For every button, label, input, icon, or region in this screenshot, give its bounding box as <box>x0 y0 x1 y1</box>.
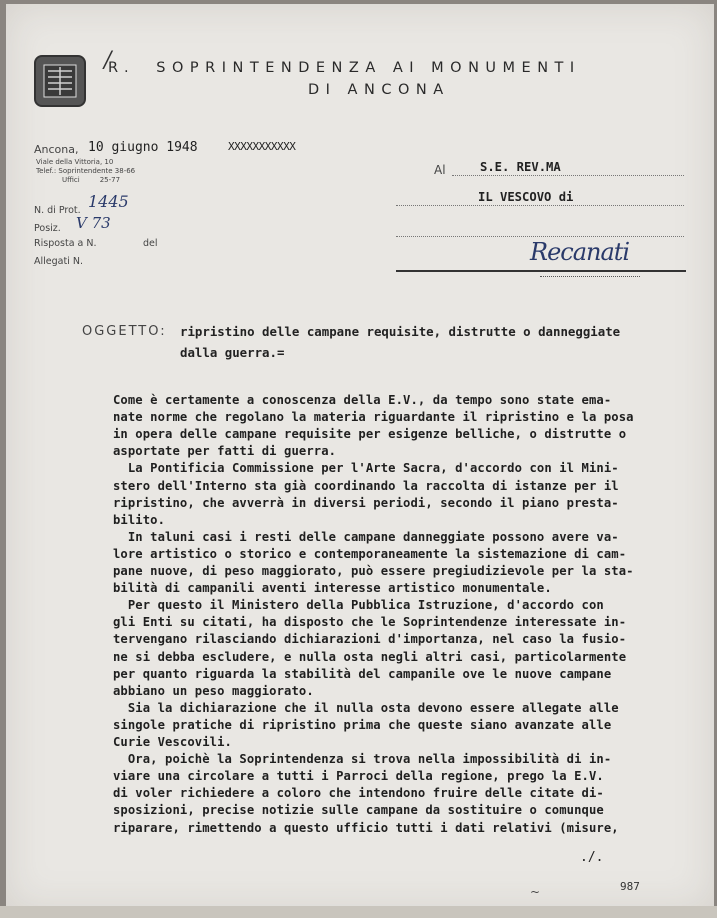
posiz-label: Posiz. <box>34 223 61 234</box>
body-line: per quanto riguarda la stabilità del campanile ove le nuove campane <box>113 666 612 681</box>
body-line: lore artistico o storico e contemporaneamente la sistemazione di cam- <box>113 546 627 561</box>
body-line: bilità di campanili aventi interesse artistico monumentale. <box>113 581 552 596</box>
body-line: asportate per fatti di guerra. <box>113 444 337 459</box>
recipient-bishop: IL VESCOVO di <box>478 190 574 204</box>
body-line: singole pratiche di ripristino prima che queste siano avanzate alle <box>113 717 612 732</box>
recipient-small-print <box>540 276 640 277</box>
recipient-title: S.E. REV.MA <box>480 160 561 174</box>
coat-of-arms-emblem <box>34 55 86 107</box>
body-line: Per questo il Ministero della Pubblica Istruzione, d'accordo con <box>113 598 604 613</box>
sender-city: Ancona, <box>34 143 79 156</box>
recipient-line-2 <box>396 205 684 206</box>
continuation-mark: ./. <box>580 850 604 865</box>
body-line: Come è certamente a conoscenza della E.V., da tempo sono state ema- <box>113 393 612 407</box>
del-label: del <box>143 238 158 249</box>
prot-label: N. di Prot. <box>34 205 81 216</box>
letter-date: 10 giugno 1948 <box>88 140 198 155</box>
header-office: SOPRINTENDENZA AI MONUMENTI <box>156 60 581 76</box>
subject-label: OGGETTO: <box>82 324 167 339</box>
prot-number-handwritten: 1445 <box>88 192 129 211</box>
recipient-prefix: Al <box>434 163 446 177</box>
body-line: ne si debba escludere, e nulla osta negli altri casi, particolarmente <box>113 649 627 664</box>
body-line: riparare, rimettendo a questo ufficio tutti i dati relativi (misure, <box>113 820 619 835</box>
subject-line-1: ripristino delle campane requisite, distrutte o danneggiate <box>180 324 621 339</box>
handwritten-slash-mark: / <box>104 48 112 73</box>
body-line: bilito. <box>113 512 166 527</box>
sender-phone: Telef.: Soprintendente 38-66 <box>36 167 136 175</box>
sender-address: Viale della Vittoria, 10 <box>36 158 114 166</box>
recipient-line-1 <box>452 175 684 176</box>
recipient-underline <box>396 270 686 272</box>
body-line: Ora, poichè la Soprintendenza si trova nella impossibilità di in- <box>113 752 612 767</box>
body-line: Curie Vescovili. <box>113 735 232 749</box>
archive-number: 987 <box>620 880 640 893</box>
body-line: di voler richiedere a coloro che intendono fruire delle citate di- <box>113 786 604 801</box>
header-line-1 <box>108 60 581 76</box>
body-line: pane nuove, di peso maggiorato, può essere pregiudizievole per la sta- <box>113 564 634 578</box>
body-line: tervengano rilasciando dichiarazioni d'importanza, nel caso la fusio- <box>113 632 627 647</box>
body-line: stero dell'Interno sta già coordinando la raccolta di istanze per il <box>113 478 619 493</box>
body-line: gli Enti su citati, ha disposto che le Soprintendenze interessate in- <box>113 615 627 630</box>
header-line-2: DI ANCONA <box>308 82 450 98</box>
body-line: ripristino, che avverrà in diversi periodi, secondo il piano presta- <box>113 495 619 510</box>
risposta-label: Risposta a N. <box>34 238 97 249</box>
body-line: In taluni casi i resti delle campane danneggiate possono avere va- <box>113 529 619 544</box>
recipient-line-3 <box>396 236 684 237</box>
subject-line-2: dalla guerra.= <box>180 345 285 360</box>
body-line: Sia la dichiarazione che il nulla osta devono essere allegate alle <box>113 700 619 715</box>
body-line: in opera delle campane requisite per esigenze belliche, o distrutte o <box>113 427 627 442</box>
allegati-label: Allegati N. <box>34 256 83 267</box>
sender-phone-offices: Uffici 25-77 <box>62 176 121 184</box>
body-line: sposizioni, precise notizie sulle campane da sostituire o comunque <box>113 803 604 818</box>
archive-scribble: ~ <box>530 885 541 899</box>
body-line: La Pontificia Commissione per l'Arte Sacra, d'accordo con il Mini- <box>113 461 619 476</box>
header-prefix: R. <box>108 60 136 76</box>
body-line: viare una circolare a tutti i Parroci della regione, prego la E.V. <box>113 769 604 784</box>
body-line: nate norme che regolano la materia riguardante il ripristino e la posa <box>113 410 634 425</box>
posiz-value-handwritten: V 73 <box>76 214 111 232</box>
struck-out-text: XXXXXXXXXXX <box>228 140 296 153</box>
recipient-city-handwritten: Recanati <box>530 238 630 266</box>
bottom-edge <box>0 906 717 918</box>
body-line: abbiano un peso maggiorato. <box>113 683 314 698</box>
